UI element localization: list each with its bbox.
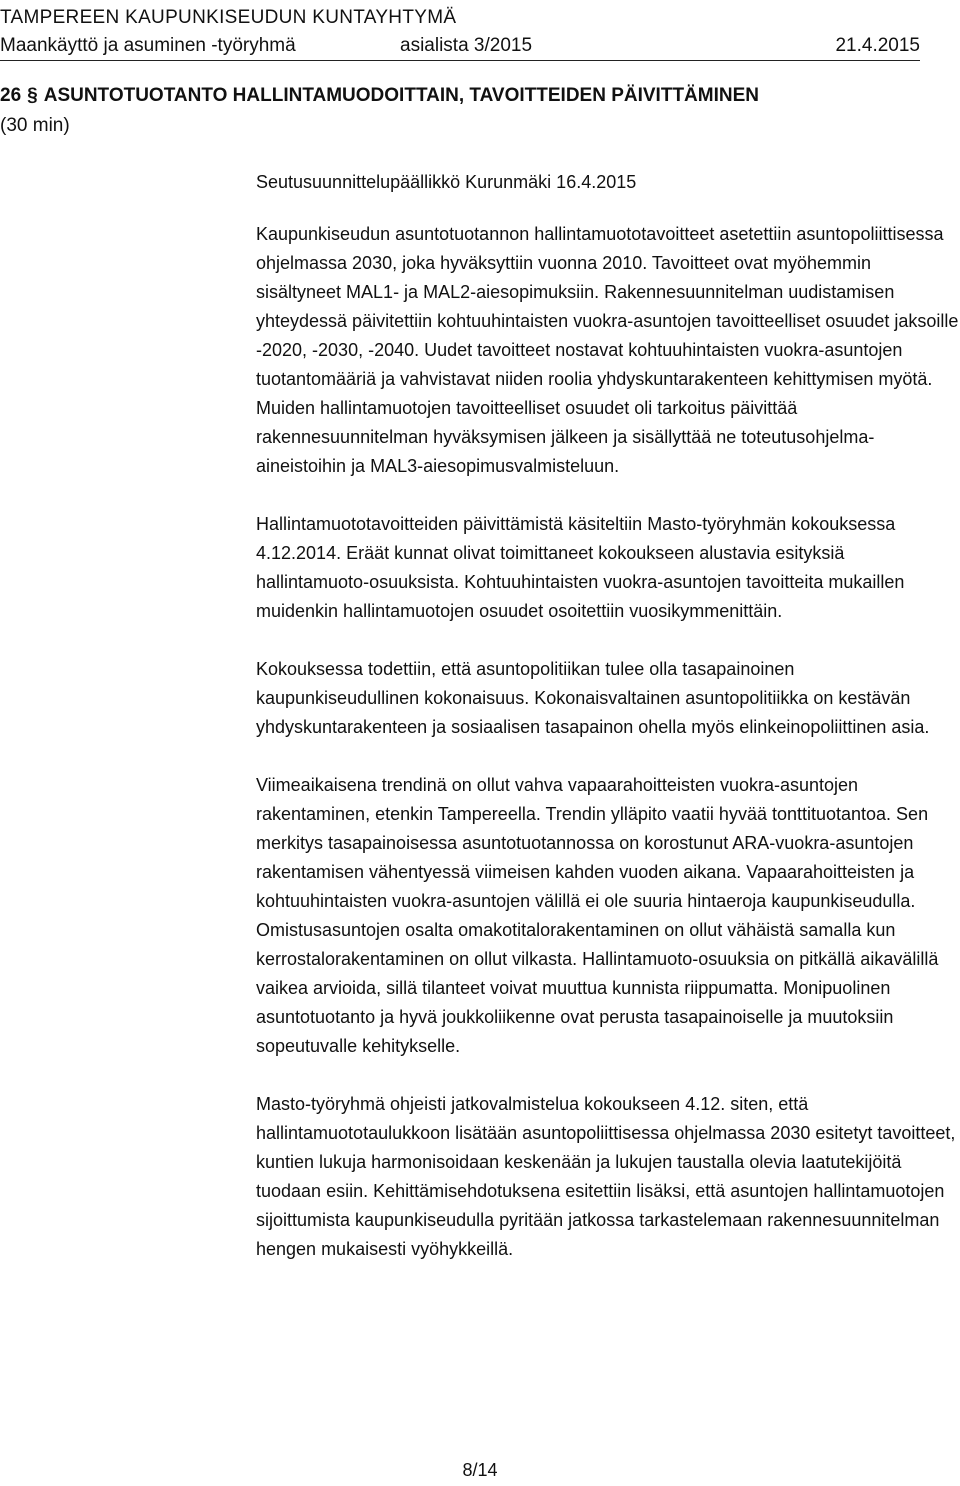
body-paragraph: Masto-työryhmä ohjeisti jatkovalmistelua kokoukseen 4.12. siten, että hallintamuototaulukkoon lisätään asuntopoliittisessa ohjelmassa 2030 esitetyt tavoitteet, kuntien lukuja harmonisoidaan keskenään ja lukujen taustalla olevia laatutekijöitä tuodaan esiin. Kehittämisehdotuksena esitettiin lisäksi, että asuntojen hallintamuotojen sijoittumista kaupunkiseudulla pyritään jatkossa tarkastelemaan rakennesuunnitelman hengen mukaisesti vyöhykkeillä.	[256, 1094, 956, 1259]
page-number: 8/14	[462, 1460, 498, 1480]
presenter-line: Seutusuunnittelupäällikkö Kurunmäki 16.4.2015	[256, 172, 637, 192]
agenda-item-heading: ASUNTOTUOTANTO HALLINTAMUODOITTAIN, TAVOITTEIDEN PÄIVITTÄMINEN	[43, 85, 759, 106]
section-sign: §	[27, 85, 38, 106]
header-date: 21.4.2015	[835, 35, 920, 56]
body-paragraph: Hallintamuototavoitteiden päivittämistä käsiteltiin Masto-työryhmän kokouksessa 4.12.2014. Eräät kunnat olivat toimittaneet kokoukseen alustavia esityksiä hallintamuoto-osuuksista. Kohtuuhintaisten vuokra-asuntojen tavoitteita mukaillen muidenkin hallintamuotojen osuudet osoitettiin vuosikymmenittäin.	[256, 514, 905, 621]
page-header	[0, 4, 920, 61]
organization-name: TAMPEREEN KAUPUNKISEUDUN KUNTAYHTYMÄ	[0, 7, 457, 28]
agenda-item-body	[256, 168, 960, 1293]
agenda-item-number: 26	[0, 85, 22, 106]
agenda-item-title	[0, 82, 900, 110]
agenda-item-duration: (30 min)	[0, 115, 70, 136]
header-meta-row	[0, 32, 920, 61]
agenda-number: asialista 3/2015	[400, 35, 533, 56]
body-paragraph: Kokouksessa todettiin, että asuntopolitiikan tulee olla tasapainoinen kaupunkiseudullinen kokonaisuus. Kokonaisvaltainen asuntopolitiikka on kestävän yhdyskuntarakenteen ja sosiaalisen tasapainon ohella myös elinkeinopoliittinen asia.	[256, 659, 930, 737]
body-paragraph: Kaupunkiseudun asuntotuotannon hallintamuototavoitteet asetettiin asuntopoliittisessa ohjelmassa 2030, joka hyväksyttiin vuonna 2010. Tavoitteet ovat myöhemmin sisältyneet MAL1- ja MAL2-aiesopimuksiin. Rakennesuunnitelman uudistamisen yhteydessä päivitettiin kohtuuhintaisten vuokra-asuntojen tavoitteelliset osuudet jaksoille -2020, -2030, -2040. Uudet tavoitteet nostavat kohtuuhintaisten vuokra-asuntojen tuotantomääriä ja vahvistavat niiden roolia yhdyskuntarakenteen kehittymisen myötä. Muiden hallintamuotojen tavoitteelliset osuudet oli tarkoitus päivittää rakennesuunnitelman hyväksymisen jälkeen ja sisällyttää ne toteutusohjelma-aineistoihin ja MAL3-aiesopimusvalmisteluun.	[256, 224, 959, 476]
working-group: Maankäyttö ja asuminen -työryhmä	[0, 35, 296, 56]
body-paragraph: Viimeaikaisena trendinä on ollut vahva vapaarahoitteisten vuokra-asuntojen rakentaminen, etenkin Tampereella. Trendin ylläpito vaatii hyvää tonttituotantoa. Sen merkitys tasapainoisessa asuntotuotannossa on korostunut ARA-vuokra-asuntojen rakentamisen vähentyessä viimeisen kahden vuoden aikana. Vapaarahoitteisten ja kohtuuhintaisten vuokra-asuntojen välillä ei ole suuria hintaeroja kaupunkiseudulla. Omistusasuntojen osalta omakotitalorakentaminen on ollut vähäistä samalla kun kerrostalorakentaminen on ollut vilkasta. Hallintamuoto-osuuksia on pitkällä aikavälillä vaikea arvioida, sillä tilanteet voivat muuttua kunnista riippumatta. Monipuolinen asuntotuotanto ja hyvä joukkoliikenne ovat perusta tasapainoiselle ja muutoksiin sopeutuvalle kehitykselle.	[256, 775, 939, 1056]
